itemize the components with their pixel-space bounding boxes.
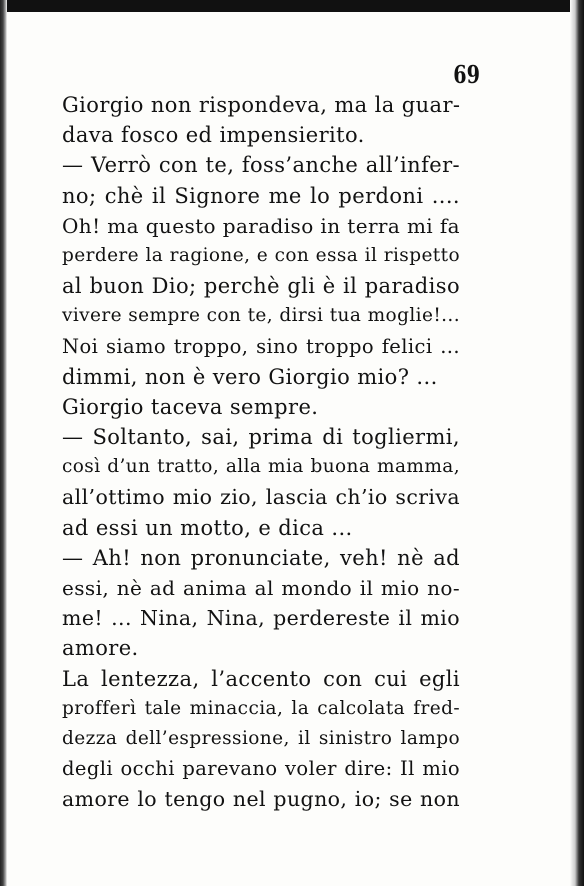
text-line: essi, nè ad anima al mondo il mio no- bbox=[62, 576, 460, 600]
text-line: all’ottimo mio zio, lascia ch’io scriva bbox=[62, 485, 460, 510]
page-left-shadow bbox=[0, 0, 7, 886]
text-line: Noi siamo troppo, sino troppo felici ... bbox=[62, 334, 460, 358]
text-line: degli occhi parevano voler dire: Il mio bbox=[62, 757, 460, 781]
text-line: perdere la ragione, e con essa il rispetto bbox=[62, 244, 460, 266]
text-line: ad essi un motto, e dica ... bbox=[62, 515, 353, 540]
text-line: no; chè il Signore me lo perdoni .... bbox=[62, 183, 460, 208]
page-right-shadow bbox=[570, 0, 584, 886]
text-line: dezza dell’espressione, il sinistro lampo bbox=[62, 727, 460, 749]
text-line: dava fosco ed impensierito. bbox=[62, 123, 365, 148]
text-line: al buon Dio; perchè gli è il paradiso bbox=[62, 274, 460, 299]
text-line: Giorgio taceva sempre. bbox=[62, 394, 319, 419]
text-line: — Verrò con te, foss’anche all’infer- bbox=[62, 153, 460, 178]
text-line: Oh! ma questo paradiso in terra mi fa bbox=[62, 213, 460, 238]
text-line: Giorgio non rispondeva, ma la guar- bbox=[62, 93, 461, 117]
body-text bbox=[62, 90, 460, 815]
text-line: amore. bbox=[62, 636, 139, 661]
text-line: — Ah! non pronunciate, veh! nè ad bbox=[62, 545, 460, 570]
text-line: così d’un tratto, alla mia buona mamma, bbox=[62, 456, 460, 478]
text-line: La lentezza, l’accento con cui egli bbox=[62, 666, 460, 691]
page-top-shadow bbox=[0, 0, 584, 12]
page-number: 69 bbox=[453, 60, 480, 89]
text-line: — Soltanto, sai, prima di togliermi, bbox=[62, 425, 460, 450]
text-line: me! ... Nina, Nina, perdereste il mio bbox=[62, 606, 460, 631]
text-line: dimmi, non è vero Giorgio mio? ... bbox=[62, 364, 438, 389]
text-line: amore lo tengo nel pugno, io; se non bbox=[62, 787, 460, 812]
text-line: vivere sempre con te, dirsi tua moglie!... bbox=[62, 305, 460, 327]
text-line: profferì tale minaccia, la calcolata fred- bbox=[62, 697, 460, 719]
